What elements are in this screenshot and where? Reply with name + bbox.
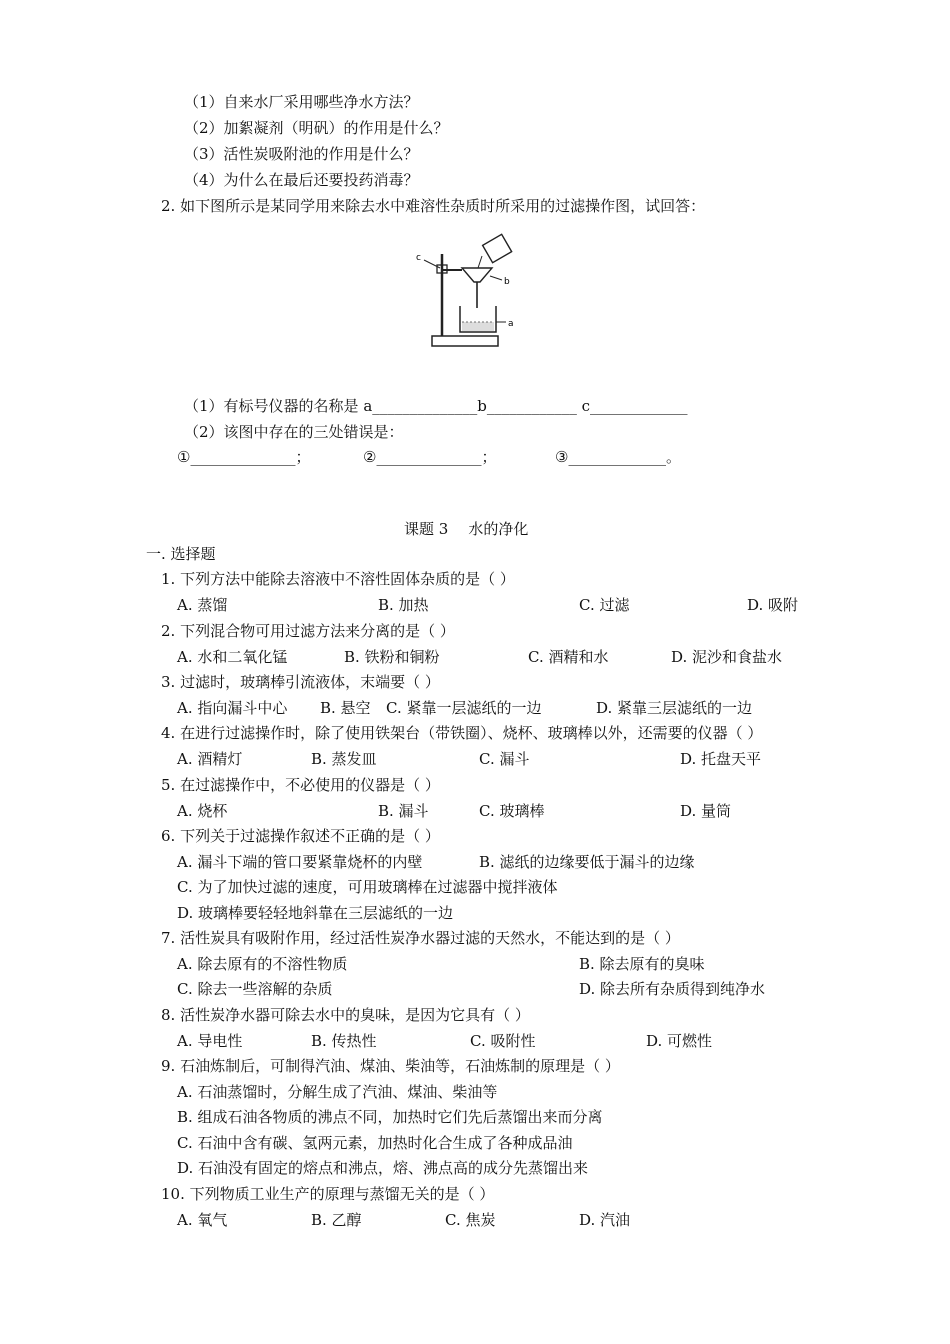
q4-option-b: B. 蒸发皿	[311, 750, 377, 768]
q5-option-c: C. 玻璃棒	[479, 802, 545, 820]
section-heading: 一. 选择题	[146, 545, 216, 563]
question-10-stem: 10. 下列物质工业生产的原理与蒸馏无关的是（ ）	[161, 1185, 495, 1203]
q2-option-a: A. 水和二氧化锰	[177, 648, 288, 666]
q9-option-c: C. 石油中含有碳、氢两元素，加热时化合生成了各种成品油	[177, 1134, 573, 1152]
q5-option-a: A. 烧杯	[177, 802, 228, 820]
question-3-stem: 3. 过滤时，玻璃棒引流液体，末端要（ ）	[161, 673, 440, 691]
q1-option-c: C. 过滤	[579, 596, 630, 614]
question-5-stem: 5. 在过滤操作中，不必使用的仪器是（ ）	[161, 776, 440, 794]
q2-option-d: D. 泥沙和食盐水	[671, 648, 783, 666]
q9-option-d: D. 石油没有固定的熔点和沸点，熔、沸点高的成分先蒸馏出来	[177, 1159, 589, 1177]
lesson-number: 课题 3	[404, 520, 449, 538]
filtration-apparatus-figure	[410, 232, 540, 357]
q6-option-d: D. 玻璃棒要轻轻地斜靠在三层滤纸的一边	[177, 904, 454, 922]
q5-option-b: B. 漏斗	[378, 802, 429, 820]
q3-option-c: C. 紧靠一层滤纸的一边	[386, 699, 542, 717]
q4-option-c: C. 漏斗	[479, 750, 530, 768]
error-blank-2: ②______________；	[363, 448, 497, 466]
q1-option-d: D. 吸附	[747, 596, 799, 614]
error-blank-3: ③_____________。	[555, 448, 681, 466]
q8-option-d: D. 可燃性	[646, 1032, 713, 1050]
q1-option-b: B. 加热	[378, 596, 429, 614]
q4-option-d: D. 托盘天平	[680, 750, 762, 768]
q10-option-b: B. 乙醇	[311, 1211, 362, 1229]
q3-option-d: D. 紧靠三层滤纸的一边	[596, 699, 753, 717]
q7-option-c: C. 除去一些溶解的杂质	[177, 980, 333, 998]
q4-option-a: A. 酒精灯	[177, 750, 243, 768]
q8-option-b: B. 传热性	[311, 1032, 377, 1050]
q8-option-c: C. 吸附性	[470, 1032, 536, 1050]
lesson-title	[404, 518, 548, 539]
figure-label-a: a	[508, 319, 514, 329]
q10-option-c: C. 焦炭	[445, 1211, 496, 1229]
q8-option-a: A. 导电性	[177, 1032, 243, 1050]
q9-option-b: B. 组成石油各物质的沸点不同，加热时它们先后蒸馏出来而分离	[177, 1108, 603, 1126]
q3-option-b: B. 悬空	[320, 699, 371, 717]
q6-option-a: A. 漏斗下端的管口要紧靠烧杯的内壁	[177, 853, 423, 871]
q1-option-a: A. 蒸馏	[177, 596, 228, 614]
q7-option-a: A. 除去原有的不溶性物质	[177, 955, 348, 973]
question-6-stem: 6. 下列关于过滤操作叙述不正确的是（ ）	[161, 827, 440, 845]
q5-option-d: D. 量筒	[680, 802, 732, 820]
question-2-sub-1: （1）有标号仪器的名称是 a______________b____________ c_____________	[184, 397, 688, 415]
question-1-stem: 1. 下列方法中能除去溶液中不溶性固体杂质的是（ ）	[161, 570, 515, 588]
question-2-sub-2: （2）该图中存在的三处错误是：	[184, 423, 404, 441]
q6-option-c: C. 为了加快过滤的速度，可用玻璃棒在过滤器中搅拌液体	[177, 878, 558, 896]
question-9-stem: 9. 石油炼制后，可制得汽油、煤油、柴油等，石油炼制的原理是（ ）	[161, 1057, 620, 1075]
figure-label-c: c	[416, 253, 421, 263]
q6-option-b: B. 滤纸的边缘要低于漏斗的边缘	[479, 853, 695, 871]
sub-question-3: （3）活性炭吸附池的作用是什么？	[184, 145, 419, 163]
error-blank-1: ①______________；	[177, 448, 311, 466]
q9-option-a: A. 石油蒸馏时，分解生成了汽油、煤油、柴油等	[177, 1083, 498, 1101]
q3-option-a: A. 指向漏斗中心	[177, 699, 288, 717]
q2-option-b: B. 铁粉和铜粉	[344, 648, 440, 666]
q7-option-b: B. 除去原有的臭味	[579, 955, 705, 973]
sub-question-4: （4）为什么在最后还要投药消毒？	[184, 171, 419, 189]
q2-option-c: C. 酒精和水	[528, 648, 609, 666]
figure-label-b: b	[504, 277, 510, 287]
q10-option-a: A. 氧气	[177, 1211, 228, 1229]
question-8-stem: 8. 活性炭净水器可除去水中的臭味，是因为它具有（ ）	[161, 1006, 530, 1024]
lesson-name: 水的净化	[468, 520, 529, 538]
question-7-stem: 7. 活性炭具有吸附作用，经过活性炭净水器过滤的天然水，不能达到的是（ ）	[161, 929, 680, 947]
sub-question-1: （1）自来水厂采用哪些净水方法？	[184, 93, 419, 111]
question-4-stem: 4. 在进行过滤操作时，除了使用铁架台（带铁圈）、烧杯、玻璃棒以外，还需要的仪器（ ）	[161, 724, 763, 742]
question-2-mc-stem: 2. 下列混合物可用过滤方法来分离的是（ ）	[161, 622, 455, 640]
q10-option-d: D. 汽油	[579, 1211, 631, 1229]
q7-option-d: D. 除去所有杂质得到纯净水	[579, 980, 766, 998]
sub-question-2: （2）加絮凝剂（明矾）的作用是什么？	[184, 119, 449, 137]
question-2-stem: 2. 如下图所示是某同学用来除去水中难溶性杂质时所采用的过滤操作图，试回答：	[161, 197, 706, 215]
